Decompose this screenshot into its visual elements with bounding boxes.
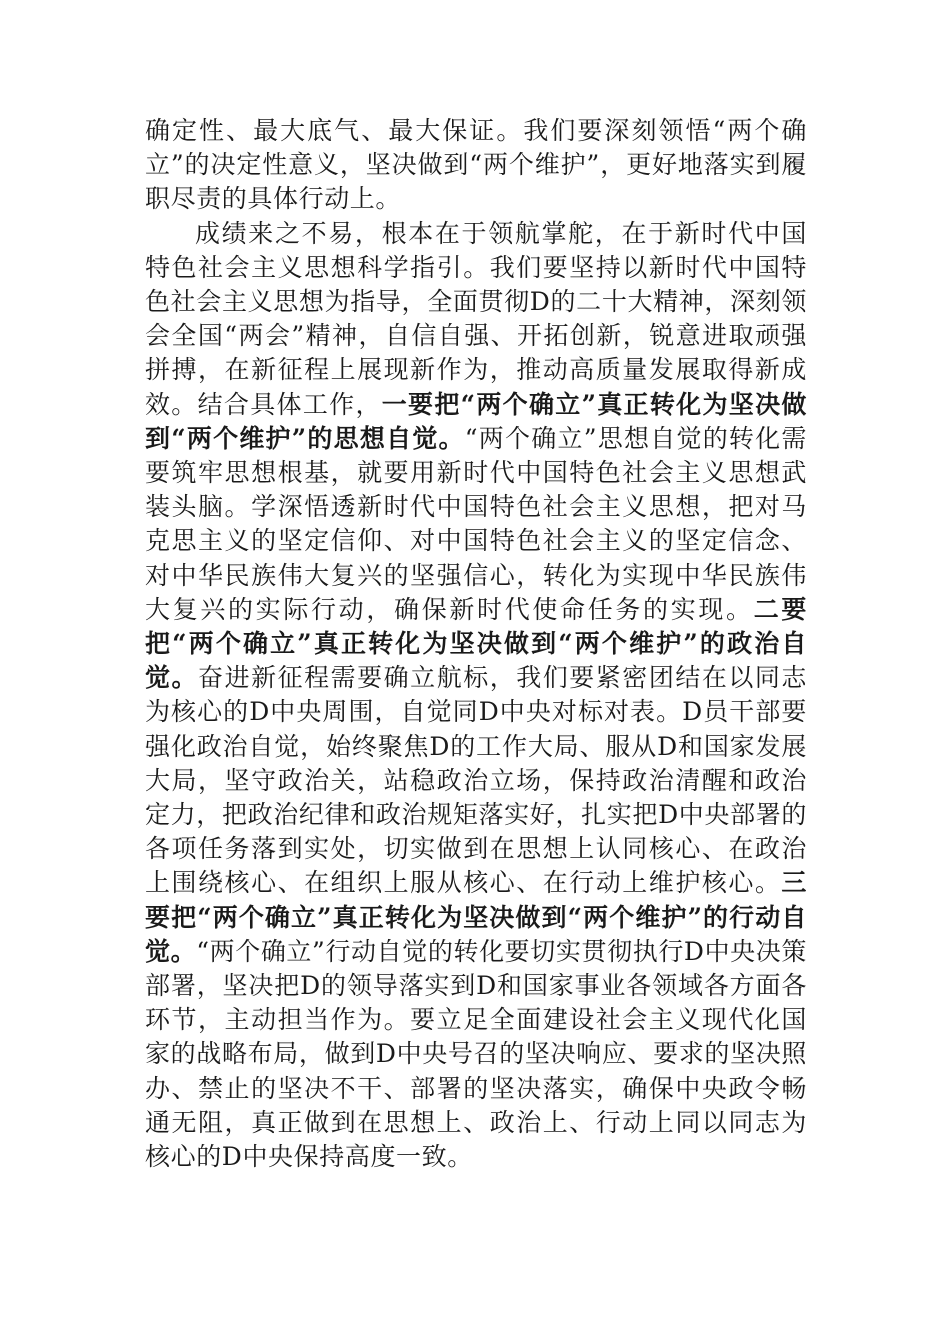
text-run: 确定性、最大底气、最大保证。我们要深刻领悟“两个确立”的决定性意义，坚决做到“两个维护”，更好地落实到履职尽责的具体行动上。: [145, 116, 807, 214]
text-run: “两个确立”思想自觉的转化需要筑牢思想根基，就要用新时代中国特色社会主义思想武装头脑。学深悟透新时代中国特色社会主义思想，把对马克思主义的坚定信仰、对中国特色社会主义的坚定信念、对中华民族伟大复兴的坚强信心，转化为实现中华民族伟大复兴的实际行动，确保新时代使命任务的实现。: [145, 423, 807, 624]
bold-heading-run: 一要把“两个确立”真正转化为坚决做到“两个维护”的思想自觉。: [145, 389, 807, 453]
bold-heading-run: 二要把“两个确立”真正转化为坚决做到“两个维护”的政治自觉。: [145, 594, 808, 693]
body-text: [145, 114, 807, 1174]
paragraph: [145, 114, 807, 217]
paragraph: [145, 217, 807, 1175]
text-run: 成绩来之不易，根本在于领航掌舵，在于新时代中国特色社会主义思想科学指引。我们要坚持以新时代中国特色社会主义思想为指导，全面贯彻D的二十大精神，深刻领会全国“两会”精神，自信自强、开拓创新，锐意进取顽强拼搏，在新征程上展现新作为，推动高质量发展取得新成效。结合具体工作，: [145, 218, 807, 419]
text-run: “两个确立”行动自觉的转化要切实贯彻执行D中央决策部署，坚决把D的领导落实到D和国家事业各领域各方面各环节，主动担当作为。要立足全面建设社会主义现代化国家的战略布局，做到D中央号召的坚决响应、要求的坚决照办、禁止的坚决不干、部署的坚决落实，确保中央政令畅通无阻，真正做到在思想上、政治上、行动上同以同志为核心的D中央保持高度一致。: [145, 936, 807, 1172]
text-run: 奋进新征程需要确立航标，我们要紧密团结在以同志为核心的D中央周围，自觉同D中央对标对表。D员干部要强化政治自觉，始终聚焦D的工作大局、服从D和国家发展大局，坚守政治关，站稳政治立场，保持政治清醒和政治定力，把政治纪律和政治规矩落实好，扎实把D中央部署的各项任务落到实处，切实做到在思想上认同核心、在政治上围绕核心、在组织上服从核心、在行动上维护核心。: [145, 663, 808, 898]
bold-heading-run: 三要把“两个确立”真正转化为坚决做到“两个维护”的行动自觉。: [145, 868, 807, 966]
